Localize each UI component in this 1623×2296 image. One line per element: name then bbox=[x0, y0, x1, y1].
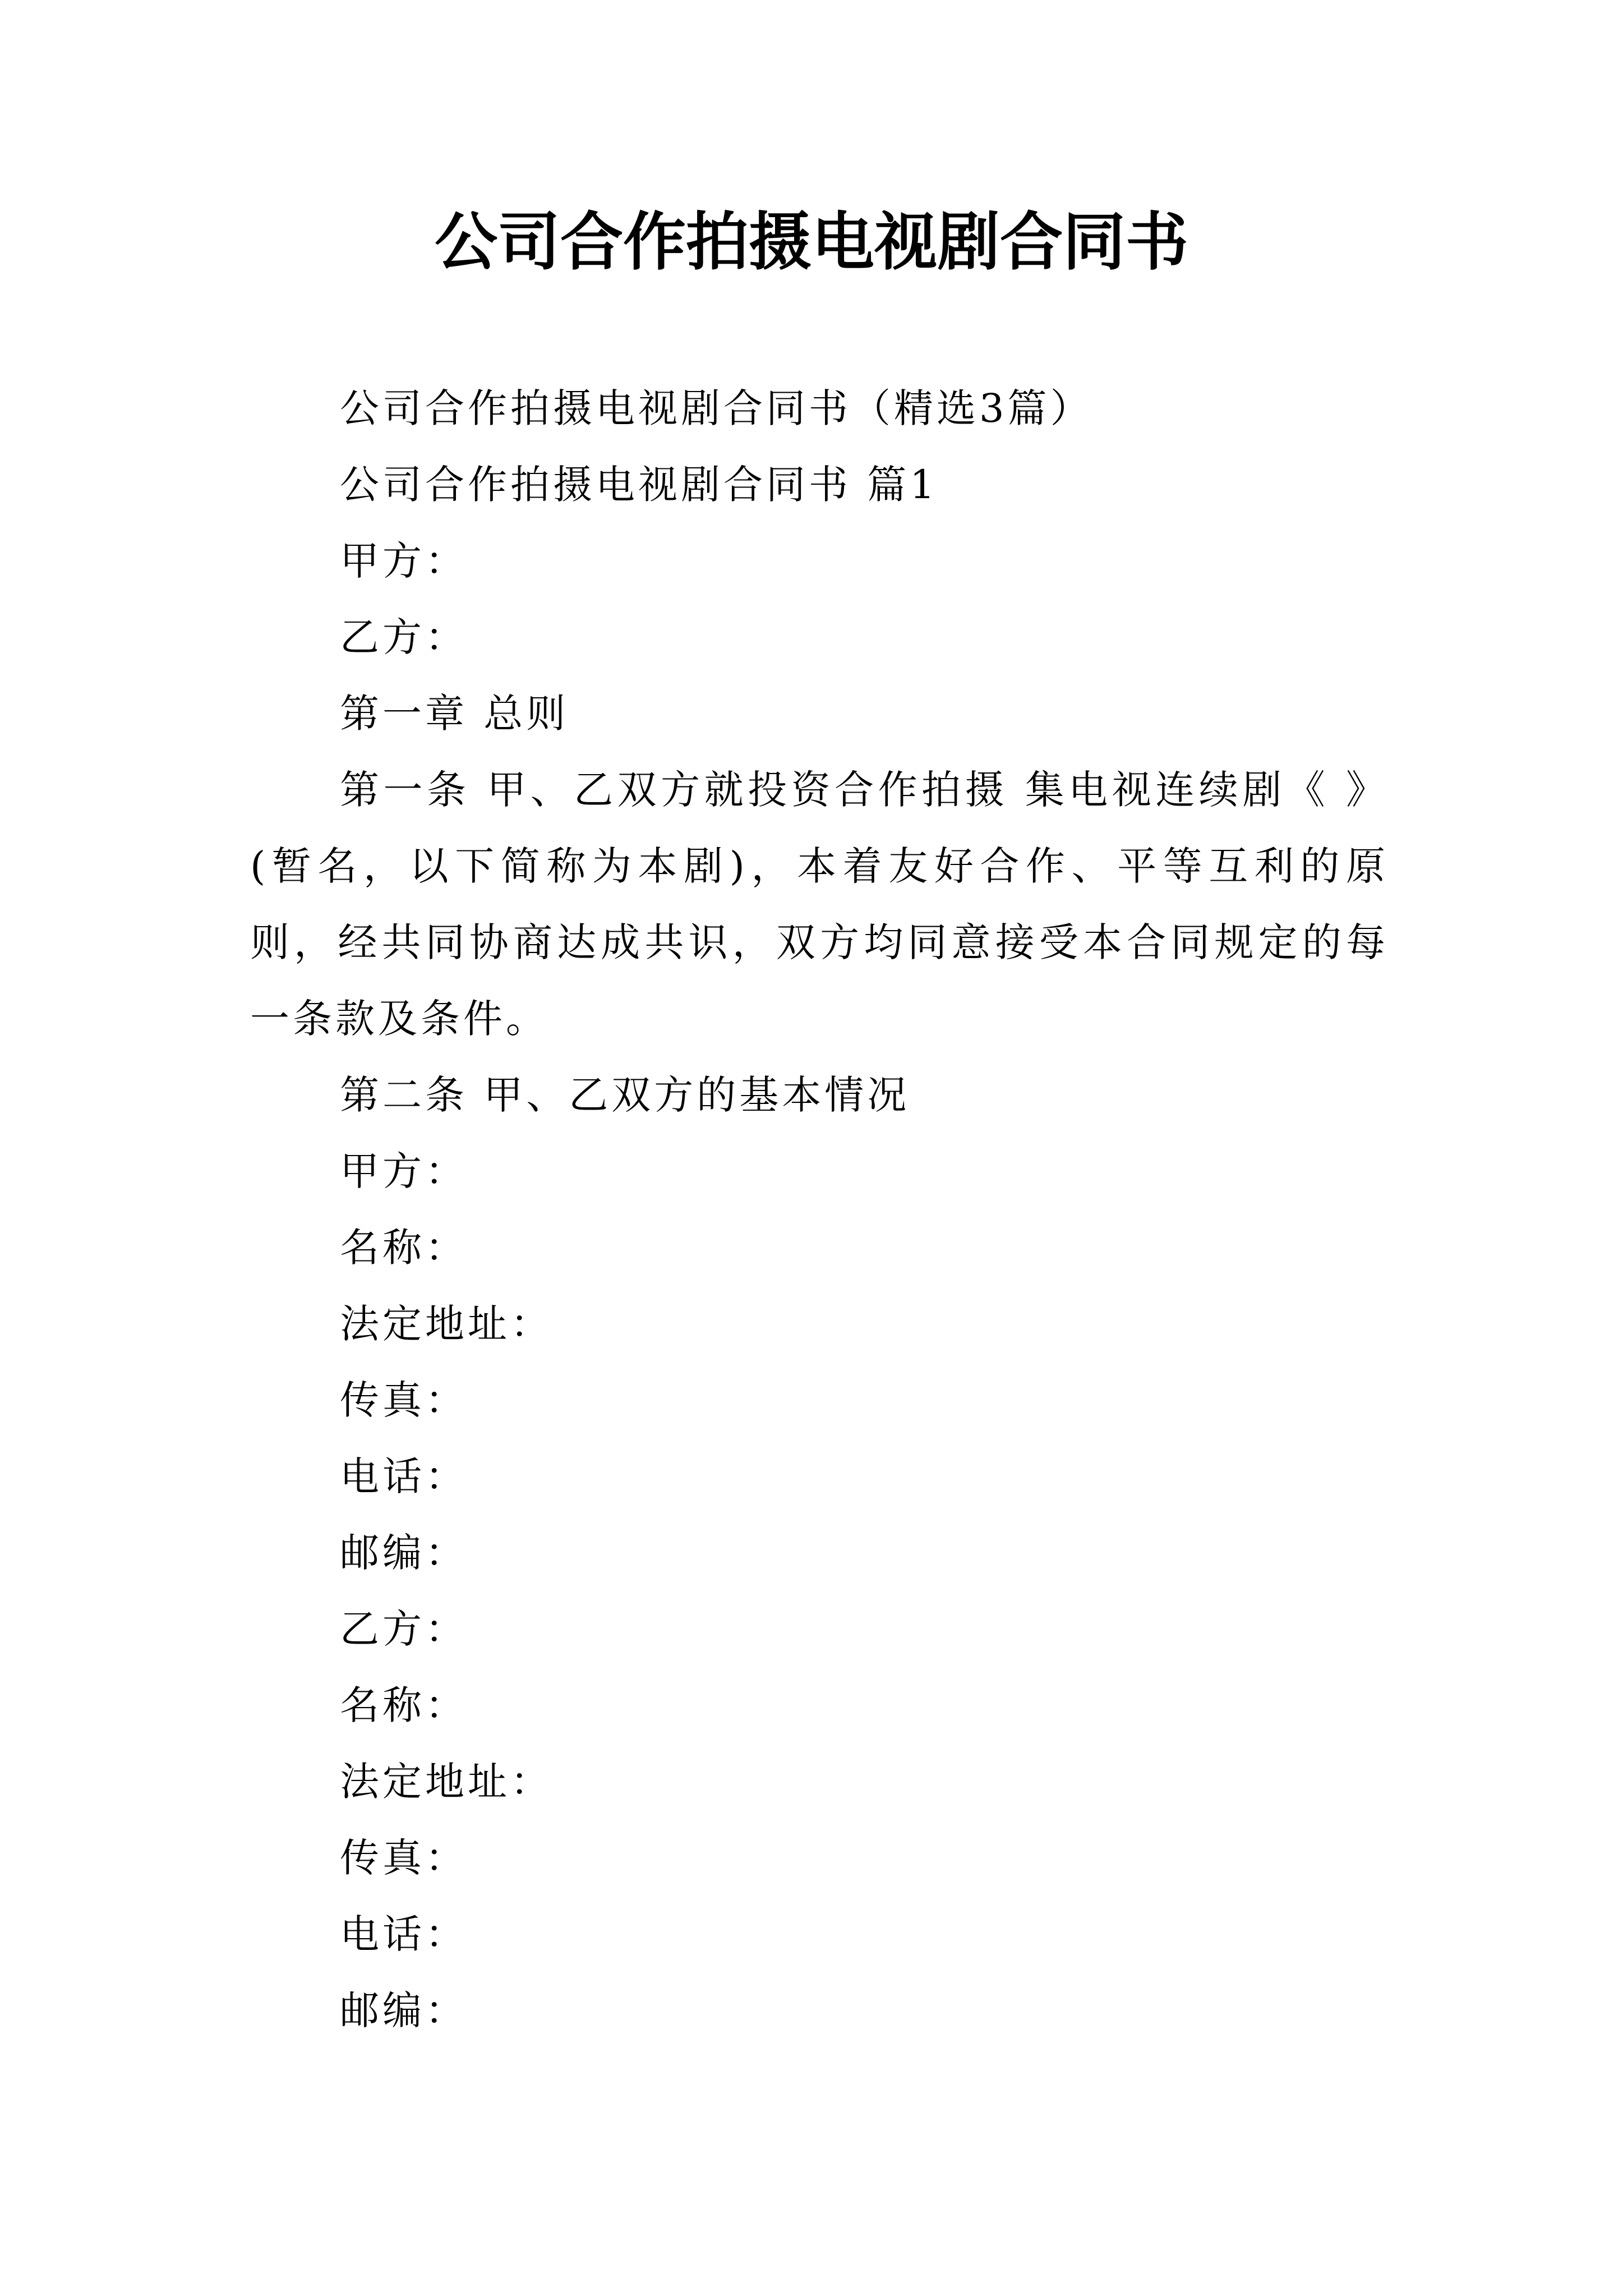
paragraph-party-a-address: 法定地址： bbox=[340, 1301, 553, 1347]
paragraph-party-b-label: 乙方： bbox=[340, 1606, 468, 1652]
paragraph-party-b-postcode: 邮编： bbox=[340, 1987, 468, 2033]
paragraph-party-b-fax: 传真： bbox=[340, 1835, 468, 1881]
paragraph-party-a-label: 甲方： bbox=[340, 1148, 468, 1194]
paragraph-party-b-address: 法定地址： bbox=[340, 1759, 553, 1805]
paragraph-party-a-postcode: 邮编： bbox=[340, 1530, 468, 1576]
paragraph-chapter-heading: 公司合作拍摄电视剧合同书 篇1 bbox=[340, 462, 938, 508]
paragraph-party-b-name: 名称： bbox=[340, 1682, 468, 1728]
paragraph-chapter-one: 第一章 总则 bbox=[340, 691, 569, 737]
paragraph-article-two: 第二条 甲、乙双方的基本情况 bbox=[340, 1072, 910, 1118]
document-body bbox=[250, 370, 1389, 2049]
paragraph-party-a: 甲方： bbox=[340, 538, 468, 584]
paragraph-party-b: 乙方： bbox=[340, 614, 468, 660]
paragraph-subtitle: 公司合作拍摄电视剧合同书（精选3篇） bbox=[340, 385, 1093, 431]
document-title: 公司合作拍摄电视剧合同书 bbox=[435, 205, 1188, 279]
paragraph-party-a-phone: 电话： bbox=[340, 1453, 468, 1499]
paragraph-article-one: 第一条 甲、乙双方就投资合作拍摄 集电视连续剧《 》(暂名，以下简称为本剧)，本着友好合作、平等互利的原则，经共同协商达成共识，双方均同意接受本合同规定的每一条款及条件。 bbox=[250, 767, 1389, 1042]
paragraph-party-b-phone: 电话： bbox=[340, 1911, 468, 1957]
paragraph-party-a-name: 名称： bbox=[340, 1225, 468, 1271]
paragraph-party-a-fax: 传真： bbox=[340, 1377, 468, 1423]
